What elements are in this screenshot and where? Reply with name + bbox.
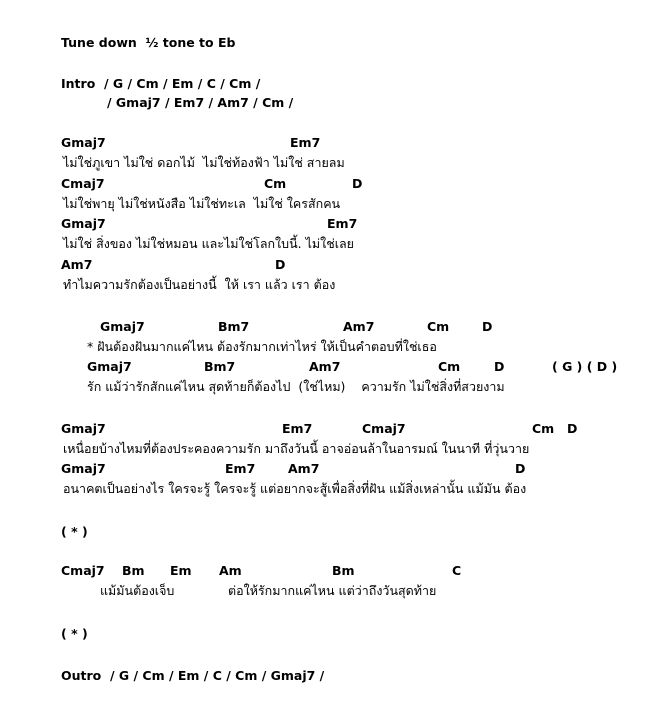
chord: Em7	[327, 216, 358, 231]
lyric-line: ไม่ใช่ภูเขา ไม่ใช่ ดอกไม้ ไม่ใช่ท้องฟ้า ไม่ใช่ สายลม	[63, 155, 345, 170]
chord: Cm	[427, 319, 450, 334]
lyric-line: ไม่ใช่พายุ ไม่ใช่หนังสือ ไม่ใช่ทะเล ไม่ใช่ ใครสักคน	[63, 196, 341, 211]
chord: Gmaj7	[100, 319, 145, 334]
chord: Bm7	[218, 319, 250, 334]
chord: Gmaj7	[61, 135, 106, 150]
chord: Gmaj7	[61, 461, 106, 476]
chord: D	[482, 319, 493, 334]
chord: Em7	[282, 421, 313, 436]
lyric-line: ทำไมความรักต้องเป็นอย่างนี้ ให้ เรา แล้ว เรา ต้อง	[63, 277, 336, 292]
chord: Gmaj7	[61, 421, 106, 436]
chord: Am7	[343, 319, 375, 334]
outro-chords: Outro / G / Cm / Em / C / Cm / Gmaj7 /	[61, 668, 325, 683]
lyric-line: ไม่ใช่ สิ่งของ ไม่ใช่หมอน และไม่ใช่โลกใบนี้. ไม่ใช่เลย	[63, 236, 354, 251]
chord: Bm	[332, 563, 355, 578]
chord: Cmaj7	[61, 563, 105, 578]
chord: Am7	[61, 257, 93, 272]
repeat-marker: ( * )	[61, 626, 88, 641]
chord: Gmaj7	[87, 359, 132, 374]
chord: Am7	[309, 359, 341, 374]
chord: Cm	[438, 359, 461, 374]
chord: D	[352, 176, 363, 191]
chord: Cm	[532, 421, 555, 436]
tuning-note: Tune down ½ tone to Eb	[61, 35, 236, 50]
chord: D	[275, 257, 286, 272]
chord: Cm	[264, 176, 287, 191]
lyric-line: แม้มันต้องเจ็บ	[100, 583, 175, 598]
chord: Cmaj7	[362, 421, 406, 436]
chord: Em	[170, 563, 192, 578]
intro-chords-2: / Gmaj7 / Em7 / Am7 / Cm /	[107, 95, 294, 110]
chord: Gmaj7	[61, 216, 106, 231]
lyric-line: ต่อให้รักมากแค่ไหน แต่ว่าถึงวันสุดท้าย	[228, 583, 437, 598]
chord: Am7	[288, 461, 320, 476]
lyric-line: อนาคตเป็นอย่างไร ใครจะรู้ ใครจะรู้ แต่อยากจะสู้เพื่อสิ่งที่ฝัน แม้สิ่งเหล่านั้น แม้มัน ต้อง	[63, 481, 527, 496]
chord: D	[494, 359, 505, 374]
repeat-marker: ( * )	[61, 524, 88, 539]
chord: D	[567, 421, 578, 436]
lyric-line: รัก แม้ว่ารักสักแค่ไหน สุดท้ายก็ต้องไป (ใช่ไหม) ความรัก ไม่ใช่สิ่งที่สวยงาม	[87, 379, 505, 394]
chord: D	[515, 461, 526, 476]
chord: Bm	[122, 563, 145, 578]
chord: Bm7	[204, 359, 236, 374]
chord: Em7	[225, 461, 256, 476]
chord: Cmaj7	[61, 176, 105, 191]
lyric-line: * ฝันต้องฝันมากแค่ไหน ต้องรักมากเท่าไหร่ ให้เป็นคำตอบที่ใช่เธอ	[87, 339, 437, 354]
chord: C	[452, 563, 462, 578]
chord: Am	[219, 563, 242, 578]
lyric-line: เหนื่อยบ้างไหมที่ต้องประคองความรัก มาถึงวันนี้ อาจอ่อนล้าในอารมณ์ ในนาที ที่วุ่นวาย	[63, 441, 530, 456]
chord: ( G ) ( D )	[552, 359, 618, 374]
chord: Em7	[290, 135, 321, 150]
intro-chords: Intro / G / Cm / Em / C / Cm /	[61, 76, 261, 91]
